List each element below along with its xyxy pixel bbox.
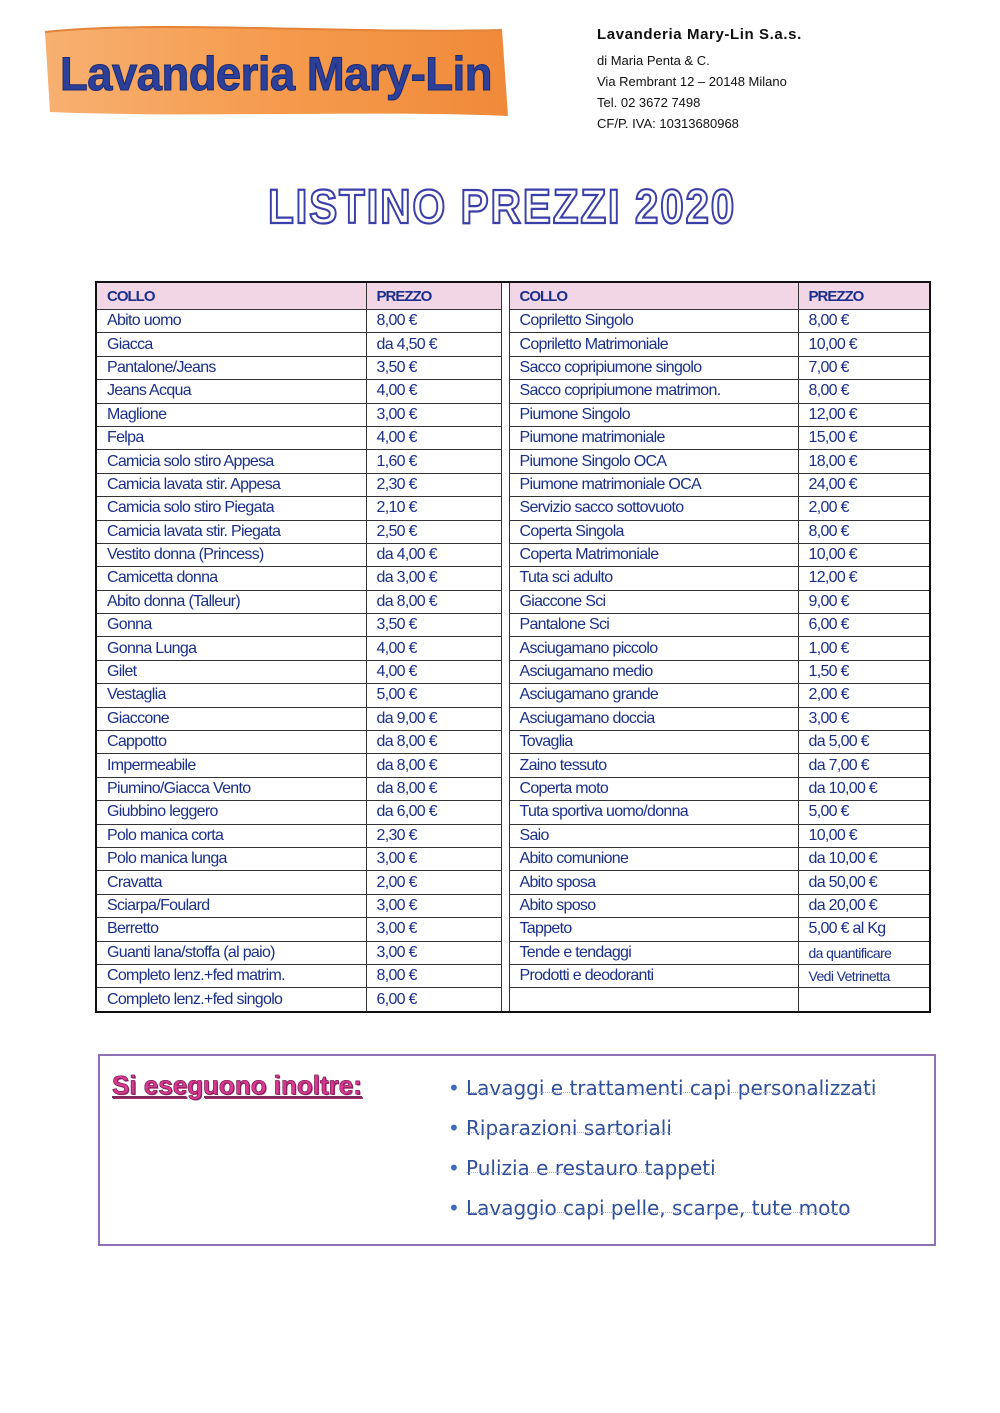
price-cell: da 7,00 € [798, 754, 930, 777]
company-info [597, 26, 802, 134]
services-box [98, 1054, 936, 1246]
item-cell: Cappotto [96, 731, 366, 754]
item-cell: Tuta sci adulto [509, 567, 798, 590]
table-row [96, 731, 930, 754]
item-cell: Gilet [96, 660, 366, 683]
item-cell: Polo manica lunga [96, 847, 366, 870]
price-cell: da 9,00 € [366, 707, 501, 730]
page-title [262, 178, 742, 232]
item-cell: Coperta moto [509, 777, 798, 800]
item-cell: Servizio sacco sottovuoto [509, 497, 798, 520]
table-row [96, 637, 930, 660]
item-cell: Vestito donna (Princess) [96, 543, 366, 566]
price-table [95, 281, 931, 1013]
price-cell: 2,30 € [366, 824, 501, 847]
header-item-left: COLLO [96, 282, 366, 310]
item-cell: Piumone Singolo OCA [509, 450, 798, 473]
item-cell: Copriletto Matrimoniale [509, 333, 798, 356]
price-cell: da 5,00 € [798, 731, 930, 754]
item-cell: Asciugamano medio [509, 660, 798, 683]
item-cell: Giaccone Sci [509, 590, 798, 613]
table-row [96, 356, 930, 379]
item-cell: Giubbino leggero [96, 801, 366, 824]
price-cell: 2,00 € [798, 684, 930, 707]
table-row [96, 543, 930, 566]
price-cell: 12,00 € [798, 403, 930, 426]
table-row [96, 403, 930, 426]
price-cell: 2,00 € [798, 497, 930, 520]
services-item: • Riparazioni sartoriali [448, 1108, 876, 1148]
item-cell: Pantalone Sci [509, 614, 798, 637]
services-list [448, 1068, 876, 1228]
item-cell: Jeans Acqua [96, 380, 366, 403]
item-cell: Prodotti e deodoranti [509, 964, 798, 987]
price-cell: 1,00 € [798, 637, 930, 660]
price-cell: 8,00 € [366, 310, 501, 333]
item-cell: Piumone Singolo [509, 403, 798, 426]
price-cell: da 3,00 € [366, 567, 501, 590]
item-cell: Berretto [96, 918, 366, 941]
price-cell: da 10,00 € [798, 847, 930, 870]
table-row [96, 614, 930, 637]
price-cell: da 8,00 € [366, 777, 501, 800]
price-cell: da 8,00 € [366, 754, 501, 777]
table-row [96, 520, 930, 543]
price-cell: da 50,00 € [798, 871, 930, 894]
services-item: • Lavaggi e trattamenti capi personalizzati [448, 1068, 876, 1108]
price-cell: 1,60 € [366, 450, 501, 473]
price-cell: 5,00 € al Kg [798, 918, 930, 941]
item-cell: Piumone matrimoniale OCA [509, 473, 798, 496]
item-cell: Coperta Matrimoniale [509, 543, 798, 566]
price-cell: 4,00 € [366, 660, 501, 683]
item-cell: Abito sposa [509, 871, 798, 894]
item-cell: Tuta sportiva uomo/donna [509, 801, 798, 824]
table-row [96, 660, 930, 683]
price-cell [798, 988, 930, 1012]
price-cell: 5,00 € [798, 801, 930, 824]
company-address: Via Rembrant 12 – 20148 Milano [597, 74, 787, 89]
table-row [96, 426, 930, 449]
table-row [96, 801, 930, 824]
item-cell: Abito donna (Talleur) [96, 590, 366, 613]
price-cell: 1,50 € [798, 660, 930, 683]
logo-text: Lavanderia Mary-Lin [60, 47, 492, 100]
price-cell: 3,00 € [366, 403, 501, 426]
page-title-text: LISTINO PREZZI 2020 [268, 181, 736, 234]
item-cell: Copriletto Singolo [509, 310, 798, 333]
item-cell: Guanti lana/stoffa (al paio) [96, 941, 366, 964]
price-cell: 8,00 € [366, 964, 501, 987]
price-cell: 24,00 € [798, 473, 930, 496]
table-row [96, 333, 930, 356]
item-cell: Camicia lavata stir. Appesa [96, 473, 366, 496]
item-cell: Completo lenz.+fed matrim. [96, 964, 366, 987]
price-cell: 8,00 € [798, 310, 930, 333]
item-cell: Cravatta [96, 871, 366, 894]
price-cell: 2,10 € [366, 497, 501, 520]
item-cell: Abito comunione [509, 847, 798, 870]
price-cell: 3,50 € [366, 356, 501, 379]
item-cell [509, 988, 798, 1012]
item-cell: Camicia solo stiro Appesa [96, 450, 366, 473]
price-cell: 2,30 € [366, 473, 501, 496]
price-cell: 12,00 € [798, 567, 930, 590]
company-logo [40, 24, 510, 124]
table-row [96, 894, 930, 917]
table-row [96, 964, 930, 987]
table-row [96, 567, 930, 590]
price-cell: 8,00 € [798, 380, 930, 403]
price-cell: 3,00 € [366, 847, 501, 870]
company-vat: CF/P. IVA: 10313680968 [597, 116, 739, 131]
price-cell: da 4,00 € [366, 543, 501, 566]
company-name: Lavanderia Mary-Lin S.a.s. [597, 26, 802, 43]
price-cell: 3,00 € [366, 941, 501, 964]
price-cell: 6,00 € [798, 614, 930, 637]
item-cell: Giaccone [96, 707, 366, 730]
price-cell: da 6,00 € [366, 801, 501, 824]
item-cell: Pantalone/Jeans [96, 356, 366, 379]
price-cell: 10,00 € [798, 824, 930, 847]
services-item: • Lavaggio capi pelle, scarpe, tute moto [448, 1188, 876, 1228]
price-cell: 4,00 € [366, 637, 501, 660]
item-cell: Zaino tessuto [509, 754, 798, 777]
item-cell: Maglione [96, 403, 366, 426]
price-cell: 15,00 € [798, 426, 930, 449]
table-row [96, 473, 930, 496]
price-cell: da 10,00 € [798, 777, 930, 800]
item-cell: Felpa [96, 426, 366, 449]
bullet-icon: • [448, 1156, 460, 1180]
item-cell: Gonna Lunga [96, 637, 366, 660]
item-cell: Asciugamano grande [509, 684, 798, 707]
price-cell: 4,00 € [366, 380, 501, 403]
item-cell: Abito uomo [96, 310, 366, 333]
table-row [96, 707, 930, 730]
bullet-icon: • [448, 1196, 460, 1220]
price-cell: 3,50 € [366, 614, 501, 637]
item-cell: Asciugamano piccolo [509, 637, 798, 660]
table-row [96, 871, 930, 894]
item-cell: Saio [509, 824, 798, 847]
company-phone: Tel. 02 3672 7498 [597, 95, 701, 110]
price-cell: 3,00 € [366, 918, 501, 941]
price-cell: da 20,00 € [798, 894, 930, 917]
table-row [96, 497, 930, 520]
table-row [96, 941, 930, 964]
item-cell: Completo lenz.+fed singolo [96, 988, 366, 1012]
price-cell: da quantificare [798, 941, 930, 964]
price-cell: 4,00 € [366, 426, 501, 449]
price-cell: da 4,50 € [366, 333, 501, 356]
table-row [96, 590, 930, 613]
services-heading: Si eseguono inoltre: [112, 1070, 362, 1100]
item-cell: Piumino/Giacca Vento [96, 777, 366, 800]
table-row [96, 824, 930, 847]
price-table-header [96, 282, 930, 310]
price-cell: Vedi Vetrinetta [798, 964, 930, 987]
item-cell: Giacca [96, 333, 366, 356]
bullet-icon: • [448, 1116, 460, 1140]
table-row [96, 918, 930, 941]
services-item: • Pulizia e restauro tappeti [448, 1148, 876, 1188]
item-cell: Camicia solo stiro Piegata [96, 497, 366, 520]
bullet-icon: • [448, 1076, 460, 1100]
item-cell: Camicetta donna [96, 567, 366, 590]
item-cell: Asciugamano doccia [509, 707, 798, 730]
price-cell: 9,00 € [798, 590, 930, 613]
item-cell: Piumone matrimoniale [509, 426, 798, 449]
item-cell: Tende e tendaggi [509, 941, 798, 964]
price-cell: 10,00 € [798, 333, 930, 356]
table-row [96, 310, 930, 333]
item-cell: Sciarpa/Foulard [96, 894, 366, 917]
header-item-right: COLLO [509, 282, 798, 310]
table-row [96, 847, 930, 870]
item-cell: Vestaglia [96, 684, 366, 707]
price-cell: 10,00 € [798, 543, 930, 566]
price-cell: 2,50 € [366, 520, 501, 543]
table-row [96, 754, 930, 777]
table-row [96, 777, 930, 800]
table-row [96, 380, 930, 403]
price-cell: 3,00 € [798, 707, 930, 730]
item-cell: Gonna [96, 614, 366, 637]
item-cell: Camicia lavata stir. Piegata [96, 520, 366, 543]
price-cell: 3,00 € [366, 894, 501, 917]
header-price-left: PREZZO [366, 282, 501, 310]
price-cell: da 8,00 € [366, 590, 501, 613]
item-cell: Impermeabile [96, 754, 366, 777]
item-cell: Coperta Singola [509, 520, 798, 543]
price-cell: 6,00 € [366, 988, 501, 1012]
price-cell: 2,00 € [366, 871, 501, 894]
item-cell: Sacco copripiumone singolo [509, 356, 798, 379]
item-cell: Tovaglia [509, 731, 798, 754]
table-row [96, 684, 930, 707]
item-cell: Polo manica corta [96, 824, 366, 847]
price-cell: da 8,00 € [366, 731, 501, 754]
company-owner: di Maria Penta & C. [597, 53, 710, 68]
price-cell: 18,00 € [798, 450, 930, 473]
item-cell: Abito sposo [509, 894, 798, 917]
price-cell: 7,00 € [798, 356, 930, 379]
item-cell: Sacco copripiumone matrimon. [509, 380, 798, 403]
header-price-right: PREZZO [798, 282, 930, 310]
price-cell: 8,00 € [798, 520, 930, 543]
table-row [96, 450, 930, 473]
table-row [96, 988, 930, 1012]
item-cell: Tappeto [509, 918, 798, 941]
price-cell: 5,00 € [366, 684, 501, 707]
